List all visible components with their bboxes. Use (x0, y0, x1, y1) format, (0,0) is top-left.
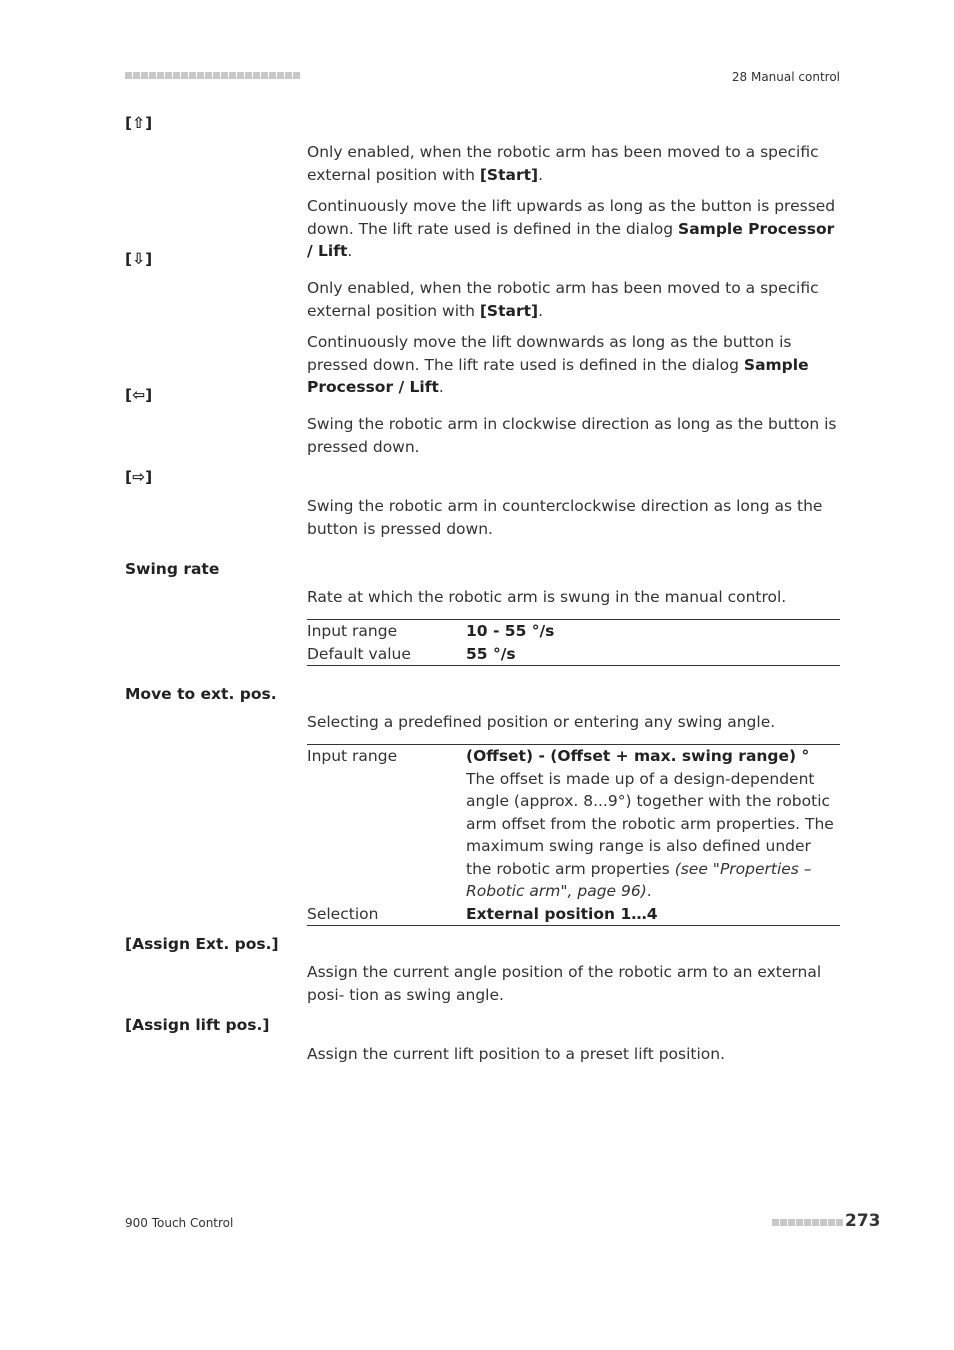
footer-product: 900 Touch Control (125, 1216, 234, 1230)
term-lift-up: [⇧] (125, 114, 153, 132)
swing-rate-description: Rate at which the robotic arm is swung in the manual control. (307, 588, 787, 606)
assign-lift-pos-description: Assign the current lift position to a preset lift position. (307, 1045, 726, 1063)
lift-up-description: Continuously move the lift upwards as long as the button is pressed down. The lift rate used is defined in the dialog Sample Processor / Lift. (307, 197, 836, 260)
param-key: Input range (307, 622, 398, 640)
swing-rate-table (307, 619, 840, 666)
param-value: 10 - 55 °/s (466, 622, 555, 640)
param-value: External position 1…4 (466, 904, 658, 923)
param-value: (Offset) - (Offset + max. swing range) ° The offset is made up of a design-dependent angle (approx. 8...9°) together with the robotic arm offset from the robotic arm properties. The maximum swing range is also defined under the robotic arm properties (see "Properties – Robotic arm", page 96). (466, 747, 834, 900)
header-decoration (125, 72, 300, 79)
table-row (307, 643, 840, 666)
term-swing-left: [⇦] (125, 386, 153, 404)
move-ext-pos-description: Selecting a predefined position or entering any swing angle. (307, 713, 776, 731)
term-assign-ext-pos: [Assign Ext. pos.] (125, 935, 279, 953)
assign-ext-pos-description: Assign the current angle position of the robotic arm to an external posi- tion as swing angle. (307, 963, 822, 1004)
table-row (307, 903, 840, 926)
term-swing-right: [⇨] (125, 468, 153, 486)
footer-decoration (772, 1219, 843, 1226)
swing-right-description: Swing the robotic arm in counterclockwise direction as long as the button is pressed down. (307, 497, 823, 538)
term-swing-rate: Swing rate (125, 560, 220, 578)
term-lift-down: [⇩] (125, 250, 153, 268)
table-row (307, 620, 840, 643)
lift-up-note: Only enabled, when the robotic arm has been moved to a specific external position with [Start]. (307, 143, 819, 184)
cross-reference: (see "Properties – Robotic arm", page 96) (466, 859, 812, 900)
table-row (307, 745, 840, 903)
param-key: Default value (307, 644, 411, 663)
move-ext-pos-table (307, 744, 840, 926)
param-key: Selection (307, 904, 379, 923)
term-assign-lift-pos: [Assign lift pos.] (125, 1016, 270, 1034)
page-number: 273 (845, 1211, 881, 1231)
lift-down-description: Continuously move the lift downwards as long as the button is pressed down. The lift rate used is defined in the dialog Sample Processor / Lift. (307, 333, 809, 396)
lift-down-note: Only enabled, when the robotic arm has been moved to a specific external position with [Start]. (307, 279, 819, 320)
param-key: Input range (307, 747, 398, 765)
chapter-title: 28 Manual control (731, 70, 840, 84)
term-move-ext-pos: Move to ext. pos. (125, 685, 277, 703)
param-value: 55 °/s (466, 644, 516, 663)
swing-left-description: Swing the robotic arm in clockwise direction as long as the button is pressed down. (307, 415, 837, 456)
